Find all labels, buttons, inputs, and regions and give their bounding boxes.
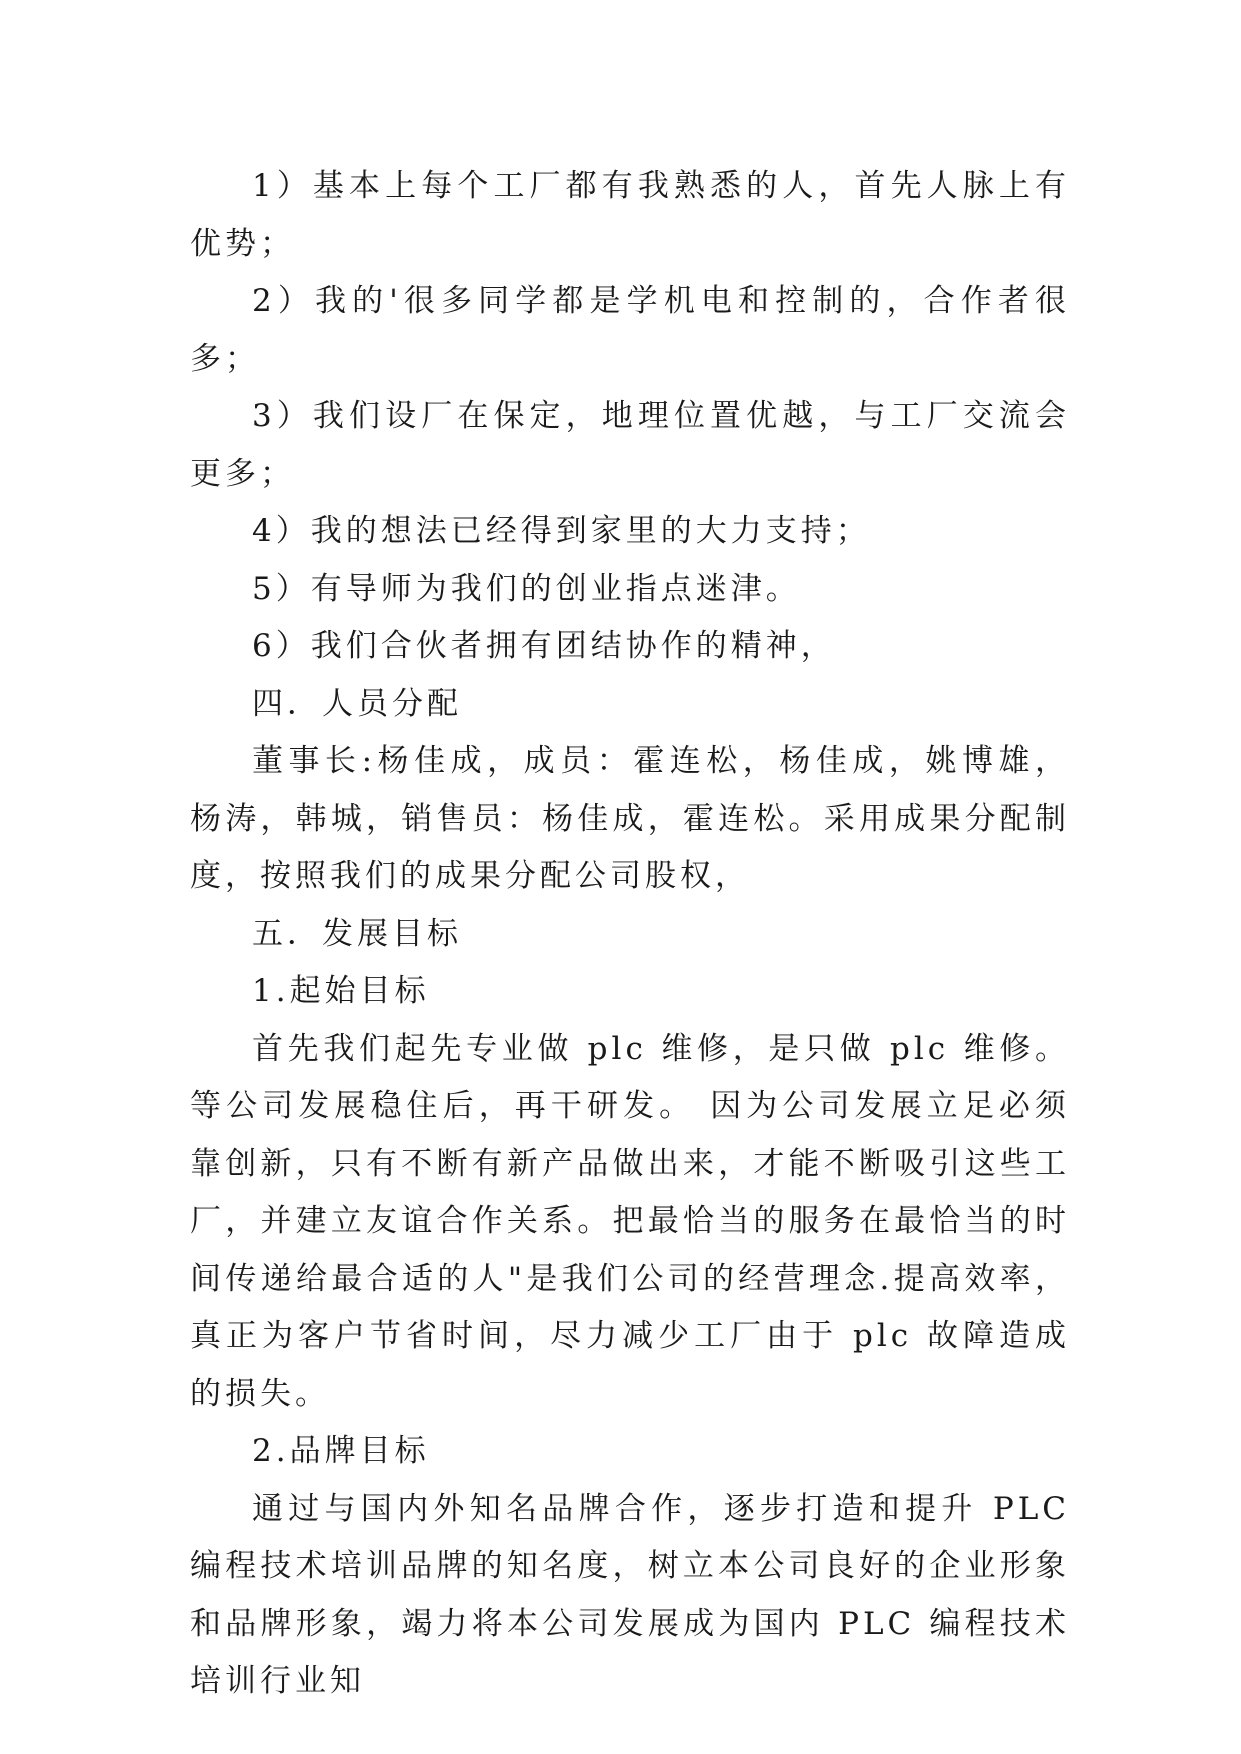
subheading-initial-goal: 1.起始目标	[252, 973, 430, 1009]
section-heading-staffing: 四．人员分配	[252, 685, 462, 722]
document-body	[190, 158, 1070, 1711]
paragraph-staffing: 董事长:杨佳成，成员：霍连松，杨佳成，姚博雄，杨涛，韩城，销售员：杨佳成，霍连松。采用成果分配制度，按照我们的成果分配公司股权，	[190, 743, 1070, 894]
list-item-advantage-6: 6）我们合伙者拥有团结协作的精神，	[252, 628, 836, 664]
subheading-brand-goal: 2.品牌目标	[252, 1433, 430, 1469]
paragraph-initial-goal: 首先我们起先专业做 plc 维修，是只做 plc 维修。等公司发展稳住后，再干研发。 因为公司发展立足必须靠创新，只有不断有新产品做出来，才能不断吸引这些工厂，并建立友谊合作关系。把最恰当的服务在最恰当的时间传递给最合适的人"是我们公司的经营理念.提高效率，真正为客户节省时间，尽力减少工厂由于 plc 故障造成的损失。	[190, 1030, 1070, 1412]
list-item-advantage-1: 1）基本上每个工厂都有我熟悉的人，首先人脉上有优势；	[190, 168, 1070, 262]
paragraph-brand-goal: 通过与国内外知名品牌合作，逐步打造和提升 PLC 编程技术培训品牌的知名度，树立本公司良好的企业形象和品牌形象，竭力将本公司发展成为国内 PLC 编程技术培训行业知	[190, 1490, 1070, 1699]
list-item-advantage-2: 2）我的'很多同学都是学机电和控制的，合作者很多；	[190, 283, 1070, 377]
list-item-advantage-3: 3）我们设厂在保定，地理位置优越，与工厂交流会更多；	[190, 398, 1070, 492]
list-item-advantage-4: 4）我的想法已经得到家里的大力支持；	[252, 513, 871, 549]
list-item-advantage-5: 5）有导师为我们的创业指点迷津。	[252, 570, 801, 607]
section-heading-goals: 五．发展目标	[252, 915, 462, 952]
